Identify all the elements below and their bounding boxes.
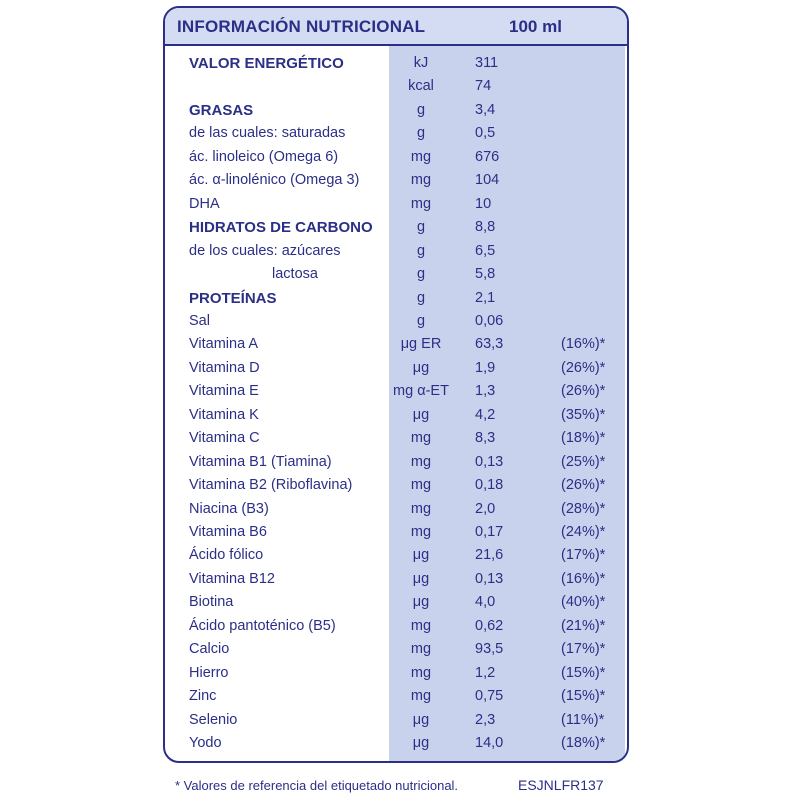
nutrient-name: HIDRATOS DE CARBONO bbox=[189, 219, 373, 237]
nutrient-pct: (17%)* bbox=[561, 547, 606, 564]
nutrient-value: 0,62 bbox=[475, 617, 504, 634]
table-row bbox=[165, 75, 627, 98]
nutrient-unit: mg bbox=[410, 453, 432, 470]
nutrient-unit: g bbox=[416, 242, 426, 259]
nutrient-value: 1,9 bbox=[475, 359, 496, 376]
table-row bbox=[165, 146, 627, 169]
nutrient-unit: g bbox=[416, 289, 426, 306]
nutrient-name: Vitamina K bbox=[189, 406, 259, 423]
table-row bbox=[165, 591, 627, 614]
nutrient-unit: g bbox=[416, 219, 426, 236]
nutrient-unit: mg bbox=[410, 148, 432, 165]
nutrient-value: 8,3 bbox=[475, 430, 496, 447]
nutrient-pct: (11%)* bbox=[561, 711, 605, 728]
table-row bbox=[165, 568, 627, 591]
nutrient-value: 21,6 bbox=[475, 547, 504, 564]
nutrient-pct: (15%)* bbox=[561, 688, 606, 705]
nutrient-value: 1,2 bbox=[475, 664, 496, 681]
nutrient-name: Niacina (B3) bbox=[189, 500, 269, 517]
table-row bbox=[165, 52, 627, 75]
nutrient-unit: mg bbox=[410, 172, 432, 189]
nutrient-name: lactosa bbox=[272, 266, 318, 283]
table-row bbox=[165, 615, 627, 638]
nutrient-name: Zinc bbox=[189, 688, 217, 705]
table-row bbox=[165, 662, 627, 685]
nutrient-value: 2,3 bbox=[475, 711, 496, 728]
nutrient-value: 676 bbox=[475, 148, 500, 165]
nutrient-name: de las cuales: saturadas bbox=[189, 125, 346, 142]
nutrient-value: 0,18 bbox=[475, 477, 504, 494]
nutrient-value: 8,8 bbox=[475, 219, 496, 236]
nutrient-name: Hierro bbox=[189, 664, 229, 681]
nutrient-name: Ácido fólico bbox=[189, 547, 264, 564]
nutrient-value: 2,1 bbox=[475, 289, 496, 306]
nutrient-unit: μg bbox=[412, 735, 430, 752]
table-row bbox=[165, 240, 627, 263]
nutrient-value: 93,5 bbox=[475, 641, 504, 658]
nutrient-pct: (28%)* bbox=[561, 500, 606, 517]
nutrient-value: 0,06 bbox=[475, 312, 504, 329]
column-header: 100 ml bbox=[509, 17, 562, 36]
nutrient-pct: (26%)* bbox=[561, 359, 606, 376]
nutrient-value: 0,13 bbox=[475, 570, 504, 587]
table-row bbox=[165, 498, 627, 521]
label-title: INFORMACIÓN NUTRICIONAL bbox=[177, 17, 426, 36]
table-row bbox=[165, 380, 627, 403]
nutrient-name: DHA bbox=[189, 195, 220, 212]
nutrient-unit: mg bbox=[410, 195, 432, 212]
nutrient-name: Yodo bbox=[189, 735, 222, 752]
nutrient-name: Vitamina B2 (Riboflavina) bbox=[189, 477, 353, 494]
table-row bbox=[165, 474, 627, 497]
nutrient-unit: mg bbox=[410, 688, 432, 705]
table-row bbox=[165, 732, 627, 755]
nutrient-unit: mg bbox=[410, 664, 432, 681]
nutrient-name: Vitamina B6 bbox=[189, 524, 267, 540]
nutrient-name: ác. α-linolénico (Omega 3) bbox=[189, 172, 360, 189]
table-row bbox=[165, 122, 627, 145]
table-row bbox=[165, 685, 627, 708]
table-row bbox=[165, 263, 627, 286]
table-row bbox=[165, 216, 627, 239]
nutrient-unit: mg bbox=[410, 430, 432, 447]
nutrient-value: 14,0 bbox=[475, 735, 504, 752]
nutrient-value: 0,13 bbox=[475, 453, 504, 470]
nutrient-pct: (16%)* bbox=[561, 570, 606, 587]
nutrient-name: Vitamina E bbox=[189, 383, 259, 400]
nutrient-name: GRASAS bbox=[189, 101, 254, 119]
nutrient-pct: (18%)* bbox=[561, 735, 606, 752]
nutrient-unit: g bbox=[416, 266, 426, 283]
nutrient-value: 1,3 bbox=[475, 383, 496, 400]
table-row bbox=[165, 404, 627, 427]
nutrient-name: ác. linoleico (Omega 6) bbox=[189, 148, 339, 165]
nutrient-value: 4,2 bbox=[475, 406, 496, 423]
nutrient-name: Sal bbox=[189, 312, 210, 329]
table-row bbox=[165, 357, 627, 380]
nutrient-unit: mg bbox=[410, 641, 432, 658]
nutrient-name: Vitamina B12 bbox=[189, 570, 275, 587]
table-row bbox=[165, 709, 627, 732]
nutrient-value: 74 bbox=[475, 78, 492, 95]
nutrient-name: Selenio bbox=[189, 711, 238, 728]
nutrient-pct: (26%)* bbox=[561, 477, 606, 494]
nutrient-pct: (26%)* bbox=[561, 383, 606, 400]
nutrient-unit: mg bbox=[410, 617, 432, 634]
nutrient-value: 0,17 bbox=[475, 524, 504, 540]
nutrient-unit: g bbox=[416, 101, 426, 118]
table-row bbox=[165, 310, 627, 333]
nutrient-pct: (25%)* bbox=[561, 453, 606, 470]
nutrient-unit: kJ bbox=[413, 55, 429, 71]
table-row bbox=[165, 333, 627, 356]
nutrient-value: 6,5 bbox=[475, 242, 496, 259]
nutrient-name: de los cuales: azúcares bbox=[189, 242, 341, 259]
table-row bbox=[165, 193, 627, 216]
nutrient-pct: (24%)* bbox=[561, 524, 606, 540]
nutrient-unit: mg bbox=[410, 477, 432, 494]
nutrient-pct: (21%)* bbox=[561, 617, 606, 634]
nutrition-label bbox=[163, 6, 629, 763]
label-header bbox=[165, 8, 627, 46]
nutrient-value: 0,75 bbox=[475, 688, 504, 705]
table-row bbox=[165, 638, 627, 661]
footnote: * Valores de referencia del etiquetado nutricional. bbox=[175, 778, 459, 793]
nutrient-unit: mg bbox=[410, 524, 432, 540]
nutrient-unit: kcal bbox=[408, 78, 434, 95]
nutrient-unit: mg bbox=[410, 500, 432, 517]
table-row bbox=[165, 427, 627, 450]
nutrient-name: Vitamina A bbox=[189, 336, 259, 353]
nutrient-unit: μg bbox=[412, 359, 430, 376]
nutrient-unit: μg bbox=[412, 594, 430, 611]
nutrient-name: PROTEÍNAS bbox=[189, 289, 277, 307]
nutrient-unit: μg bbox=[412, 406, 430, 423]
nutrient-name: Vitamina B1 (Tiamina) bbox=[189, 453, 332, 470]
nutrient-unit: g bbox=[416, 125, 426, 142]
nutrient-unit: mg α-ET bbox=[393, 383, 449, 400]
nutrient-value: 311 bbox=[475, 55, 499, 71]
nutrient-value: 10 bbox=[475, 195, 492, 212]
nutrient-name: VALOR ENERGÉTICO bbox=[189, 55, 344, 72]
nutrient-value: 2,0 bbox=[475, 500, 496, 517]
nutrient-unit: g bbox=[416, 312, 426, 329]
nutrient-unit: μg bbox=[412, 570, 430, 587]
table-row bbox=[165, 169, 627, 192]
nutrient-unit: μg ER bbox=[400, 336, 442, 353]
table-row bbox=[165, 544, 627, 567]
nutrient-value: 5,8 bbox=[475, 266, 496, 283]
nutrient-unit: μg bbox=[412, 711, 430, 728]
table-row bbox=[165, 287, 627, 310]
nutrient-pct: (40%)* bbox=[561, 594, 606, 611]
table-row bbox=[165, 99, 627, 122]
nutrient-value: 3,4 bbox=[475, 101, 496, 118]
nutrient-pct: (18%)* bbox=[561, 430, 606, 447]
nutrient-pct: (35%)* bbox=[561, 406, 606, 423]
nutrient-name: Ácido pantoténico (B5) bbox=[189, 617, 336, 634]
nutrient-name: Vitamina D bbox=[189, 359, 260, 376]
nutrient-value: 0,5 bbox=[475, 125, 496, 142]
table-row bbox=[165, 451, 627, 474]
nutrient-value: 63,3 bbox=[475, 336, 504, 353]
nutrient-unit: μg bbox=[412, 547, 430, 564]
nutrient-name: Calcio bbox=[189, 641, 230, 658]
table-row bbox=[165, 521, 627, 544]
nutrient-pct: (16%)* bbox=[561, 336, 606, 353]
nutrient-value: 104 bbox=[475, 172, 500, 189]
nutrient-pct: (15%)* bbox=[561, 664, 606, 681]
nutrient-name: Vitamina C bbox=[189, 430, 260, 447]
nutrient-name: Biotina bbox=[189, 594, 234, 611]
nutrient-value: 4,0 bbox=[475, 594, 496, 611]
product-code: ESJNLFR137 bbox=[518, 777, 604, 793]
nutrient-pct: (17%)* bbox=[561, 641, 606, 658]
